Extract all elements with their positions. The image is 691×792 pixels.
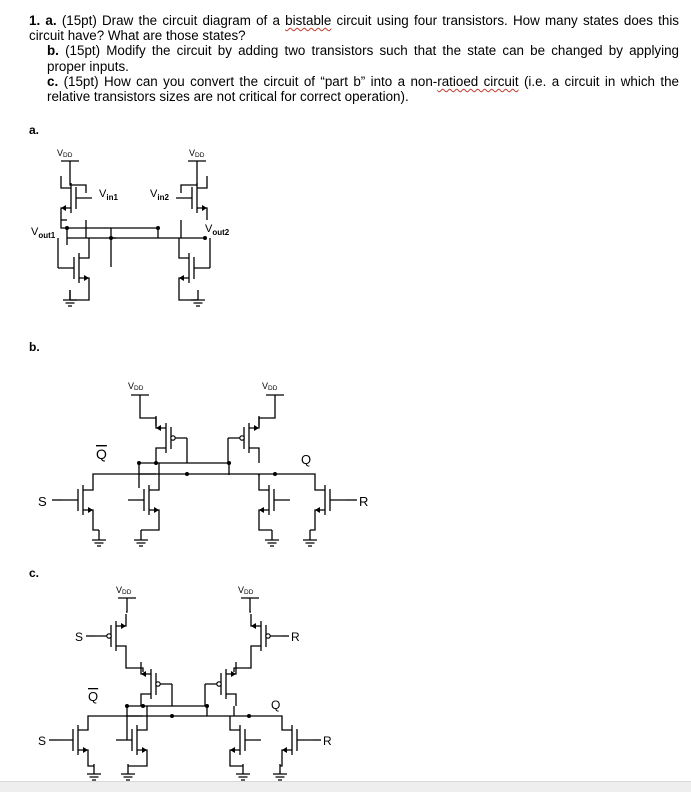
q-label: Q — [271, 698, 281, 712]
figure-a — [29, 123, 230, 306]
vout2-label: $V_{out2}$ — [205, 223, 230, 237]
vdd-right-label: VDD — [238, 585, 254, 596]
driver-transistor-left — [128, 478, 159, 522]
part-c-text-2: (i.e. a circuit in which the relative transistors sizes are not critical for correct operation). — [47, 73, 679, 105]
reset-label: R — [359, 494, 369, 509]
q-label: Q — [301, 452, 312, 467]
reset-label: R — [323, 734, 332, 748]
vdd-right-label: VDD — [262, 381, 278, 392]
ground-left — [63, 290, 77, 306]
driver-transistor-left — [116, 718, 147, 762]
vdd-right-supply — [188, 161, 206, 171]
driver-transistor-right — [230, 718, 261, 762]
vin2-label: $V_{in2}$ — [150, 188, 169, 202]
vdd-right-label: VDD — [189, 148, 205, 159]
pull-up-left — [141, 662, 172, 706]
part-b-letter: b. — [47, 43, 59, 59]
reset-transistor — [315, 478, 346, 522]
reset-top-label: R — [291, 630, 300, 644]
reset-transistor — [282, 718, 313, 762]
vdd-left-label: VDD — [128, 381, 144, 392]
reset-pull-up — [251, 614, 282, 658]
pull-up-right — [228, 416, 259, 460]
ground-right — [191, 290, 205, 306]
load-transistor-right — [176, 176, 207, 220]
vout1-label: $V_{out1}$ — [31, 226, 56, 240]
spell-flagged-phrase[interactable]: ratioed circuit — [437, 73, 519, 89]
part-a-letter: a. — [45, 13, 57, 28]
figure-b-label: b. — [29, 340, 40, 354]
q-bar-label: Q — [88, 689, 99, 704]
driver-transistor-right — [259, 478, 290, 522]
figure-a-label: a. — [29, 123, 40, 137]
ground-4 — [273, 764, 287, 780]
part-c-text-1: (15pt) How can you convert the circuit of “part b” into a non- — [63, 73, 438, 89]
figure-c-label: c. — [29, 566, 40, 580]
figure-b — [29, 340, 368, 546]
part-a-text-1: (15pt) Draw the circuit diagram of a — [61, 13, 286, 28]
vdd-left-label: VDD — [57, 148, 73, 159]
bottom-scroll-edge — [0, 781, 691, 792]
set-pull-up — [95, 614, 126, 658]
set-label: S — [38, 494, 47, 509]
set-transistor — [57, 718, 88, 762]
ground-2 — [134, 530, 148, 546]
vin1-label: $V_{in1}$ — [99, 188, 118, 202]
part-a-text-2: circuit using four transistors. How many states does this circuit have? What are those states? — [29, 13, 679, 44]
driver-transistor-right — [179, 246, 210, 290]
vdd-right-supply — [241, 598, 259, 608]
vdd-left-supply — [131, 395, 149, 405]
set-transistor — [62, 478, 93, 522]
spell-flagged-word[interactable]: bistable — [285, 13, 332, 28]
vdd-left-supply — [61, 161, 79, 171]
load-transistor-left — [61, 176, 92, 220]
vdd-left-label: VDD — [116, 585, 132, 596]
question-number: 1. — [29, 13, 41, 28]
set-top-label: S — [75, 630, 84, 644]
figure-c — [29, 566, 332, 780]
part-b-text: (15pt) Modify the circuit by adding two transistors such that the state can be changed by applying proper inputs. — [47, 43, 679, 74]
pull-up-left — [156, 416, 187, 460]
driver-transistor-left — [58, 246, 89, 290]
ground-4 — [303, 530, 317, 546]
set-label: S — [38, 734, 47, 748]
vdd-left-supply — [118, 598, 136, 608]
q-bar-label: Q — [96, 446, 107, 462]
ground-1 — [92, 530, 106, 546]
ground-3 — [265, 530, 279, 546]
pull-up-right — [205, 662, 236, 706]
part-c-letter: c. — [47, 73, 59, 89]
vdd-right-supply — [266, 395, 284, 405]
